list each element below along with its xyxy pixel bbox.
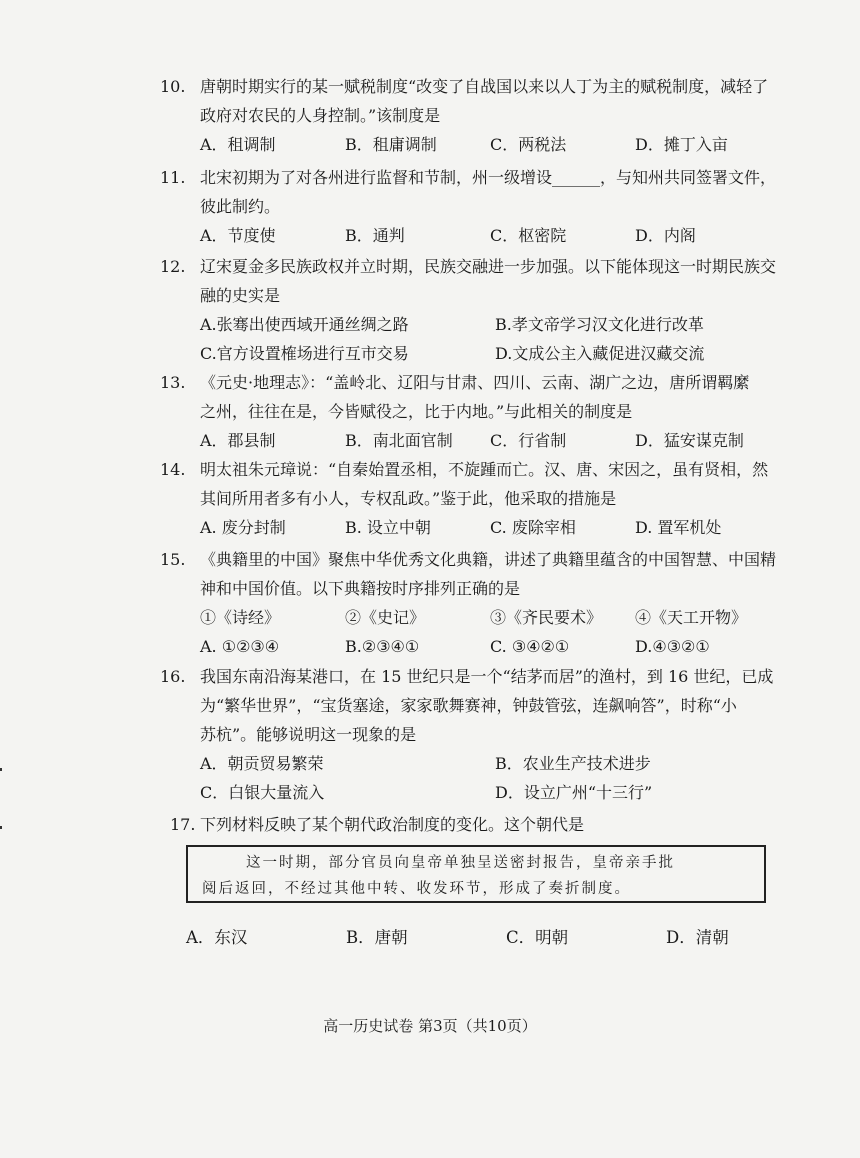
question-stem: 北宋初期为了对各州进行监督和节制，州一级增设______，与知州共同签署文件， [200,168,777,187]
question-11 [160,163,780,250]
option-d[interactable]: D．摊丁入亩 [635,135,728,154]
classic-item: ①《诗经》 [200,608,281,627]
question-12 [160,252,780,368]
question-number: 14. [160,460,186,479]
option-a[interactable]: A．东汉 [186,928,248,947]
option-d[interactable]: D.④③②① [635,637,710,656]
option-c[interactable]: C．两税法 [490,135,567,154]
option-d[interactable]: D．设立广州“十三行” [495,783,653,802]
question-number: 15. [160,550,186,569]
question-stem: 之州，往往在是，今皆赋役之，比于内地。”与此相关的制度是 [200,402,633,421]
question-17 [170,810,790,839]
question-10 [160,72,780,159]
option-d[interactable]: D.文成公主入藏促进汉藏交流 [495,344,705,363]
question-number: 11. [160,168,186,187]
question-stem: 神和中国价值。以下典籍按时序排列正确的是 [200,579,521,598]
question-stem: 其间所用者多有小人，专权乱政。”鉴于此，他采取的措施是 [200,489,617,508]
material-line: 这一时期，部分官员向皇帝单独呈送密封报告，皇帝亲手批 [246,855,675,871]
options-row [160,130,780,159]
question-stem: 苏杭”。能够说明这一现象的是 [200,725,417,744]
question-number: 12. [160,257,186,276]
option-a[interactable]: A. 废分封制 [200,518,286,537]
question-stem: 辽宋夏金多民族政权并立时期，民族交融进一步加强。以下能体现这一时期民族交 [200,257,777,276]
option-b[interactable]: B.②③④① [345,637,420,656]
question-15 [160,545,780,661]
option-a[interactable]: A.张骞出使西域开通丝绸之路 [200,315,409,334]
question-stem: 明太祖朱元璋说：“自秦始置丞相，不旋踵而亡。汉、唐、宋因之，虽有贤相，然 [200,460,769,479]
option-c[interactable]: C.官方设置榷场进行互市交易 [200,344,409,363]
options-row [160,221,780,250]
question-stem: 唐朝时期实行的某一赋税制度“改变了自战国以来以人丁为主的赋税制度，减轻了 [200,77,769,96]
classics-list [160,603,780,632]
options-row [160,749,780,778]
options-row [160,513,780,542]
question-stem: 彼此制约。 [200,197,281,216]
scan-mark [0,768,2,771]
option-c[interactable]: C. 废除宰相 [490,518,576,537]
option-d[interactable]: D. 置军机处 [635,518,722,537]
question-number: 10. [160,77,186,96]
question-stem: 我国东南沿海某港口，在 15 世纪只是一个“结茅而居”的渔村，到 16 世纪，已成 [200,667,774,686]
options-row [160,339,780,368]
option-c[interactable]: C．白银大量流入 [200,783,325,802]
option-b[interactable]: B．租庸调制 [345,135,437,154]
options-row [160,632,780,661]
question-stem: 融的史实是 [200,286,281,305]
option-c[interactable]: C．行省制 [490,431,567,450]
page-footer: 高一历史试卷 第3页（共10页） [323,1017,537,1035]
option-a[interactable]: A．郡县制 [200,431,276,450]
option-b[interactable]: B．农业生产技术进步 [495,754,651,773]
question-stem: 为“繁华世界”，“宝货塞途，家家歌舞赛神，钟鼓管弦，连飙响答”，时称“小 [200,696,737,715]
question-16 [160,662,780,807]
option-c[interactable]: C．枢密院 [490,226,567,245]
option-d[interactable]: D．内阁 [635,226,696,245]
option-b[interactable]: B．通判 [345,226,405,245]
classic-item: ②《史记》 [345,608,426,627]
option-b[interactable]: B. 设立中朝 [345,518,431,537]
options-row [160,426,780,455]
question-stem: 政府对农民的人身控制。”该制度是 [200,106,441,125]
classic-item: ④《天工开物》 [635,608,748,627]
option-d[interactable]: D．清朝 [666,928,729,947]
question-14 [160,455,780,542]
question-stem: 下列材料反映了某个朝代政治制度的变化。这个朝代是 [200,815,585,834]
options-row [160,778,780,807]
scan-mark [0,826,2,829]
question-17-options [146,923,766,952]
options-row [160,310,780,339]
option-a[interactable]: A．朝贡贸易繁荣 [200,754,324,773]
option-c[interactable]: C．明朝 [506,928,569,947]
question-stem: 《典籍里的中国》聚焦中华优秀文化典籍，讲述了典籍里蕴含的中国智慧、中国精 [200,550,777,569]
option-b[interactable]: B．唐朝 [346,928,408,947]
option-b[interactable]: B.孝文帝学习汉文化进行改革 [495,315,704,334]
material-line: 阅后返回，不经过其他中转、收发环节，形成了奏折制度。 [202,881,631,897]
option-a[interactable]: A．租调制 [200,135,276,154]
option-a[interactable]: A. ①②③④ [200,637,280,656]
question-13 [160,368,780,455]
question-number: 16. [160,667,186,686]
classic-item: ③《齐民要术》 [490,608,603,627]
option-a[interactable]: A．节度使 [200,226,276,245]
material-box [186,845,766,903]
options-row [146,923,766,952]
question-number: 13. [160,373,186,392]
option-c[interactable]: C. ③④②① [490,637,570,656]
option-d[interactable]: D．猛安谋克制 [635,431,744,450]
question-stem: 《元史·地理志》：“盖岭北、辽阳与甘肃、四川、云南、湖广之边，唐所谓羁縻 [200,373,750,392]
question-number: 17. [170,815,196,834]
option-b[interactable]: B．南北面官制 [345,431,453,450]
